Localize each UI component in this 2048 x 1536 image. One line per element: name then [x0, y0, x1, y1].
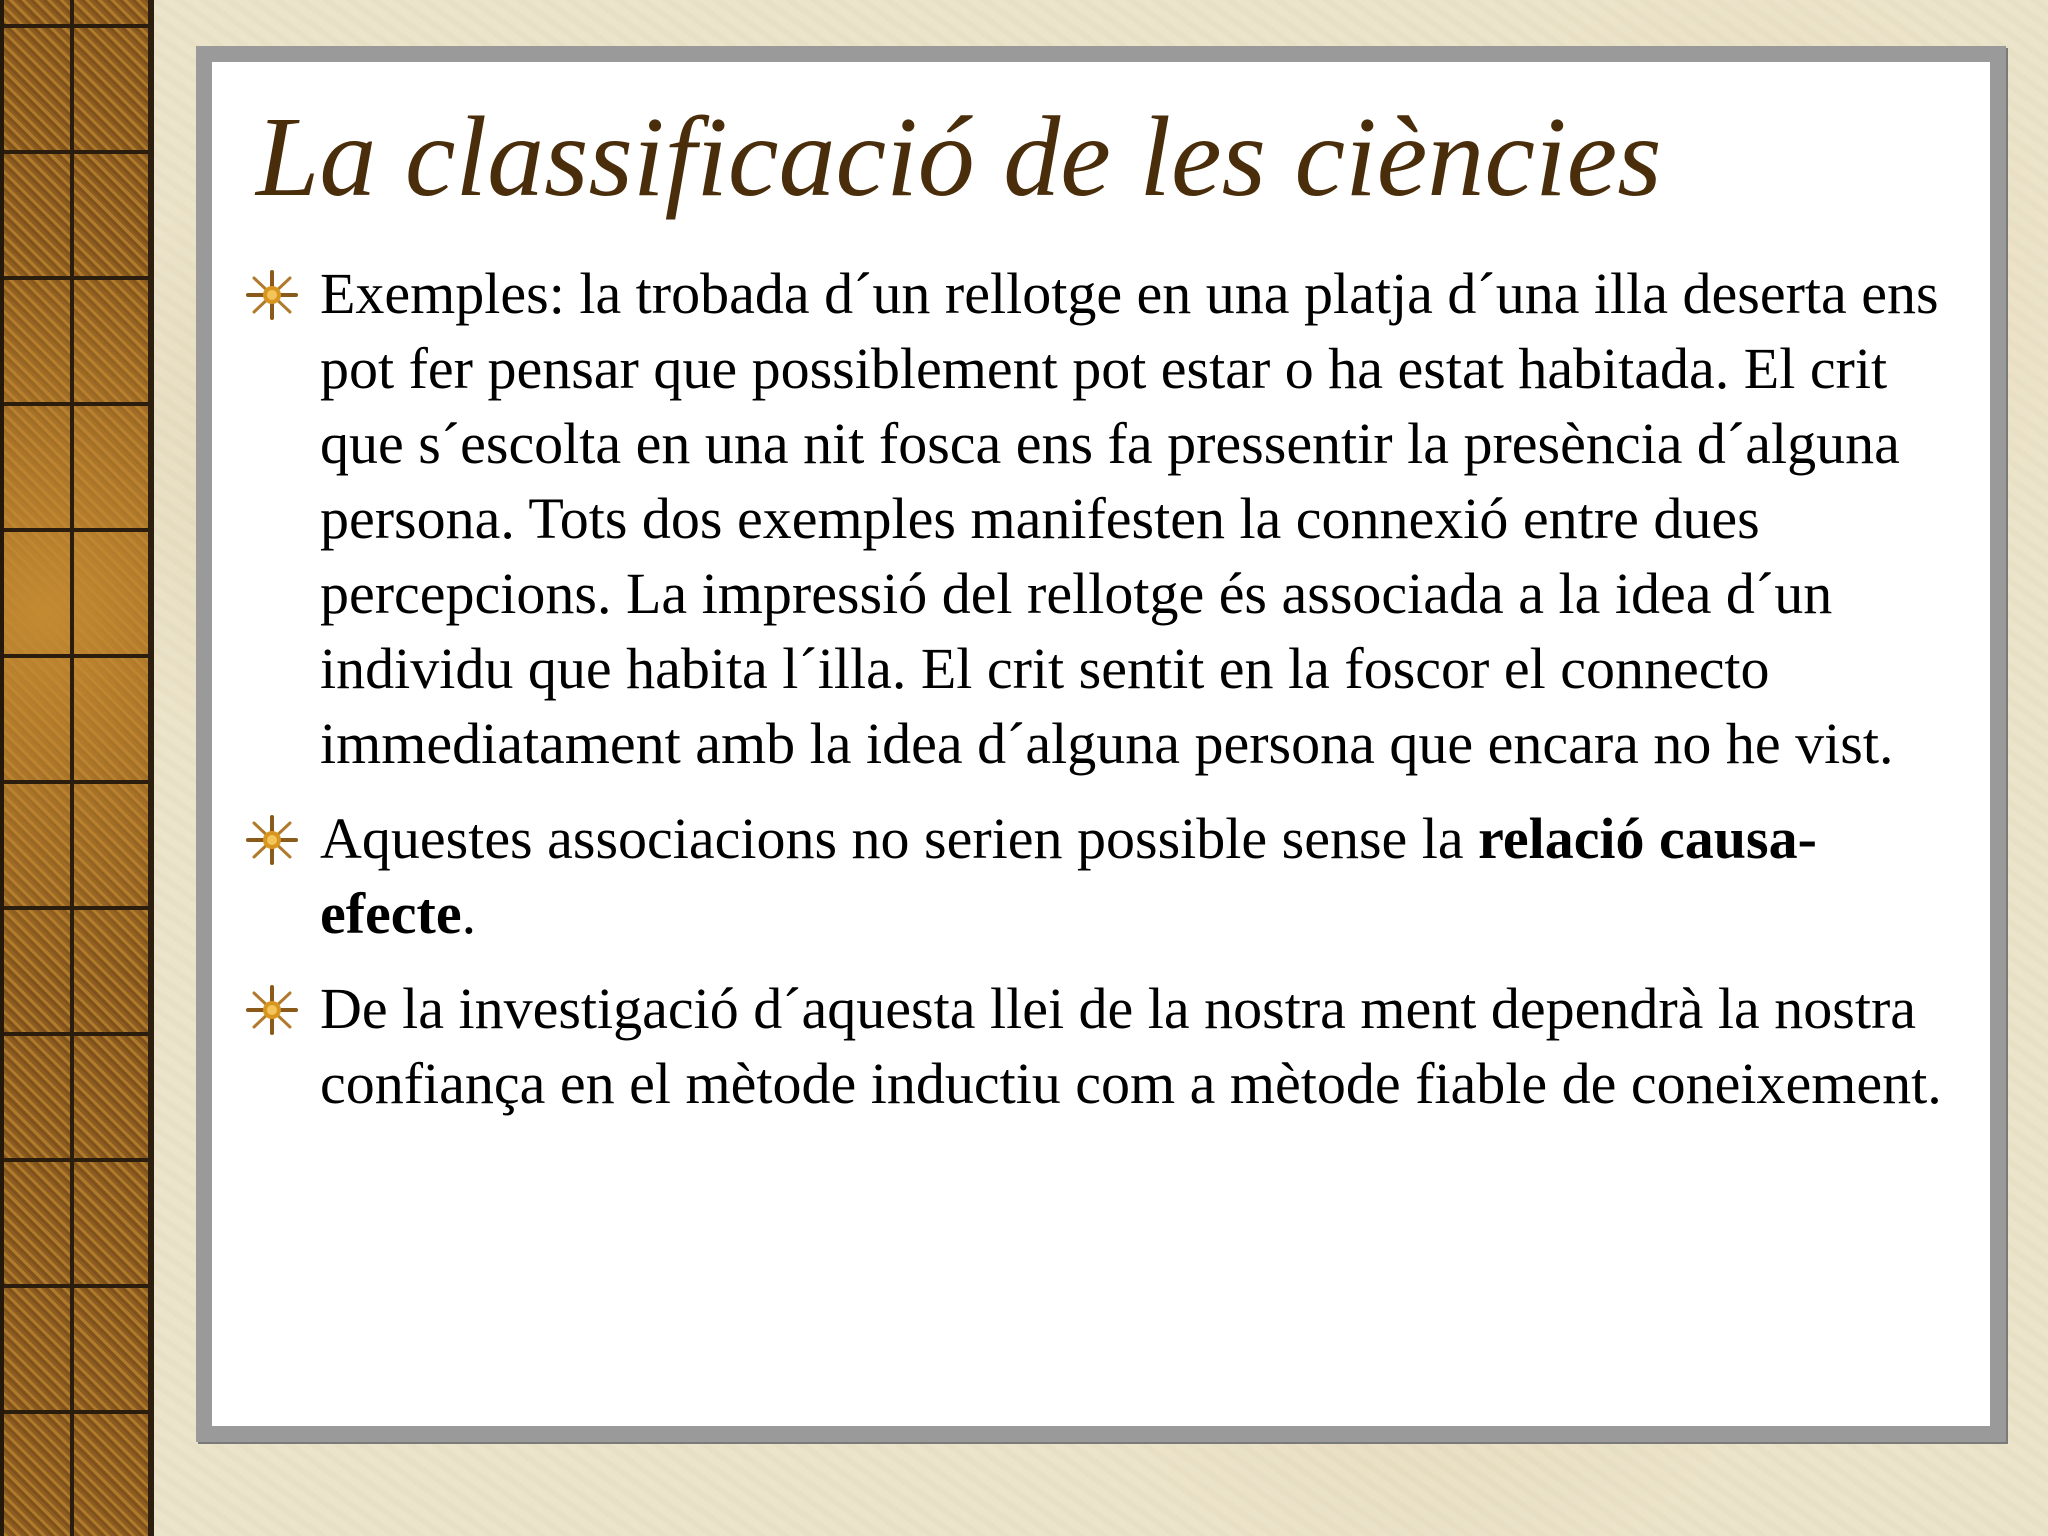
bullet-list — [240, 256, 1970, 1141]
bullet-text-before: Aquestes associacions no serien possible sense la — [320, 806, 1479, 871]
bullet-text — [320, 806, 1817, 946]
slide-title: La classificació de les ciències — [256, 93, 1662, 220]
border-strip-edge — [148, 0, 154, 1536]
bullet-text-bold: relació causa-efecte — [320, 806, 1817, 946]
bullet-text-after: . — [461, 881, 477, 946]
bullet-text: Exemples: la trobada d´un rellotge en una platja d´una illa deserta ens pot fer pensar que possiblement pot estar o ha estat habitada. El crit que s´escolta en una nit fosca ens fa pressentir la presència d´alguna persona. Tots dos exemples manifesten la connexió entre dues percepcions. La impressió del rellotge és associada a la idea d´un individu que habita l´illa. El crit sentit en la foscor el connecto immediatament amb la idea d´alguna persona que encara no he vist. — [320, 261, 1939, 776]
bullet-item-associations — [240, 801, 1970, 951]
star-burst-icon — [244, 985, 300, 1035]
bullet-item-examples — [240, 256, 1970, 781]
star-burst-icon — [244, 270, 300, 320]
star-burst-icon — [244, 815, 300, 865]
bullet-item-investigation — [240, 971, 1970, 1121]
bullet-text: De la investigació d´aquesta llei de la nostra ment dependrà la nostra confiança en el mètode inductiu com a mètode fiable de coneixement. — [320, 976, 1942, 1116]
decorative-border-strip — [0, 0, 152, 1536]
